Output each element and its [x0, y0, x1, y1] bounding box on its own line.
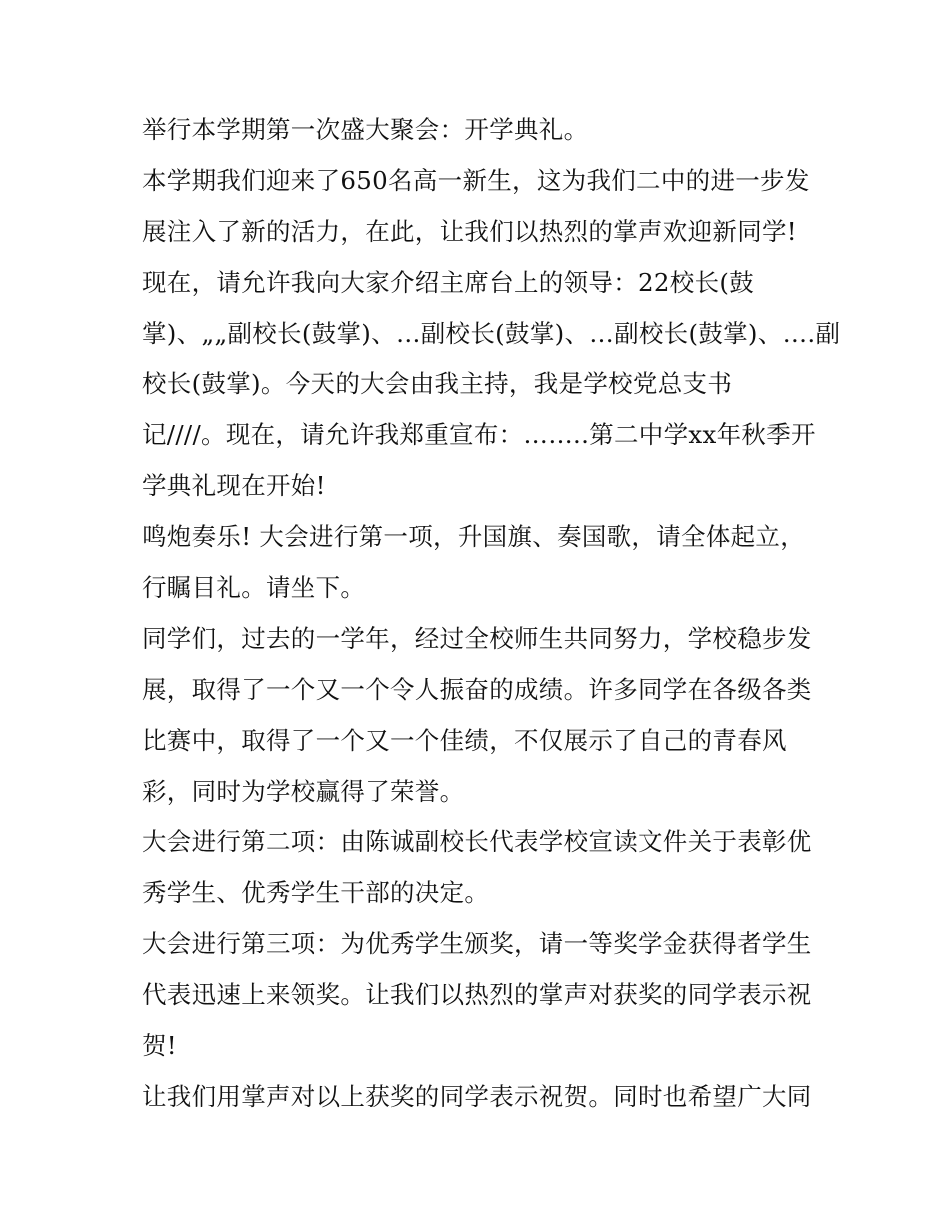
text-line: 让我们用掌声对以上获奖的同学表示祝贺。同时也希望广大同: [142, 1081, 812, 1111]
text-line: 学典礼现在开始!: [142, 471, 326, 501]
text-line: 鸣炮奏乐! 大会进行第一项，升国旗、奏国歌，请全体起立，: [142, 522, 806, 552]
text-line: 大会进行第三项：为优秀学生颁奖，请一等奖学金获得者学生: [142, 929, 812, 959]
text-line: 比赛中，取得了一个又一个佳绩，不仅展示了自己的青春风: [142, 725, 787, 755]
text-line: 同学们，过去的一学年，经过全校师生共同努力，学校稳步发: [142, 623, 812, 653]
text-line: 现在，请允许我向大家介绍主席台上的领导：22校长(鼓: [142, 267, 755, 297]
text-line: 代表迅速上来领奖。让我们以热烈的掌声对获奖的同学表示祝: [142, 980, 812, 1010]
text-line: 掌)、„„副校长(鼓掌)、…副校长(鼓掌)、…副校长(鼓掌)、….副: [142, 318, 841, 348]
text-line: 大会进行第二项：由陈诚副校长代表学校宣读文件关于表彰优: [142, 827, 812, 857]
document-body: [142, 105, 841, 1123]
text-line: 彩，同时为学校赢得了荣誉。: [142, 776, 465, 806]
text-line: 举行本学期第一次盛大聚会：开学典礼。: [142, 115, 589, 144]
text-line: 本学期我们迎来了650名高一新生，这为我们二中的进一步发: [142, 165, 810, 195]
text-line: 记////。现在，请允许我郑重宣布：……..第二中学xx年秋季开: [142, 420, 816, 450]
text-line: 行瞩目礼。请坐下。: [142, 573, 366, 603]
text-line: 贺!: [142, 1031, 177, 1061]
text-line: 校长(鼓掌)。今天的大会由我主持，我是学校党总支书: [142, 369, 733, 399]
text-line: 展，取得了一个又一个令人振奋的成绩。许多同学在各级各类: [142, 674, 812, 704]
text-line: 秀学生、优秀学生干部的决定。: [142, 878, 490, 908]
text-line: 展注入了新的活力，在此，让我们以热烈的掌声欢迎新同学!: [142, 216, 797, 246]
